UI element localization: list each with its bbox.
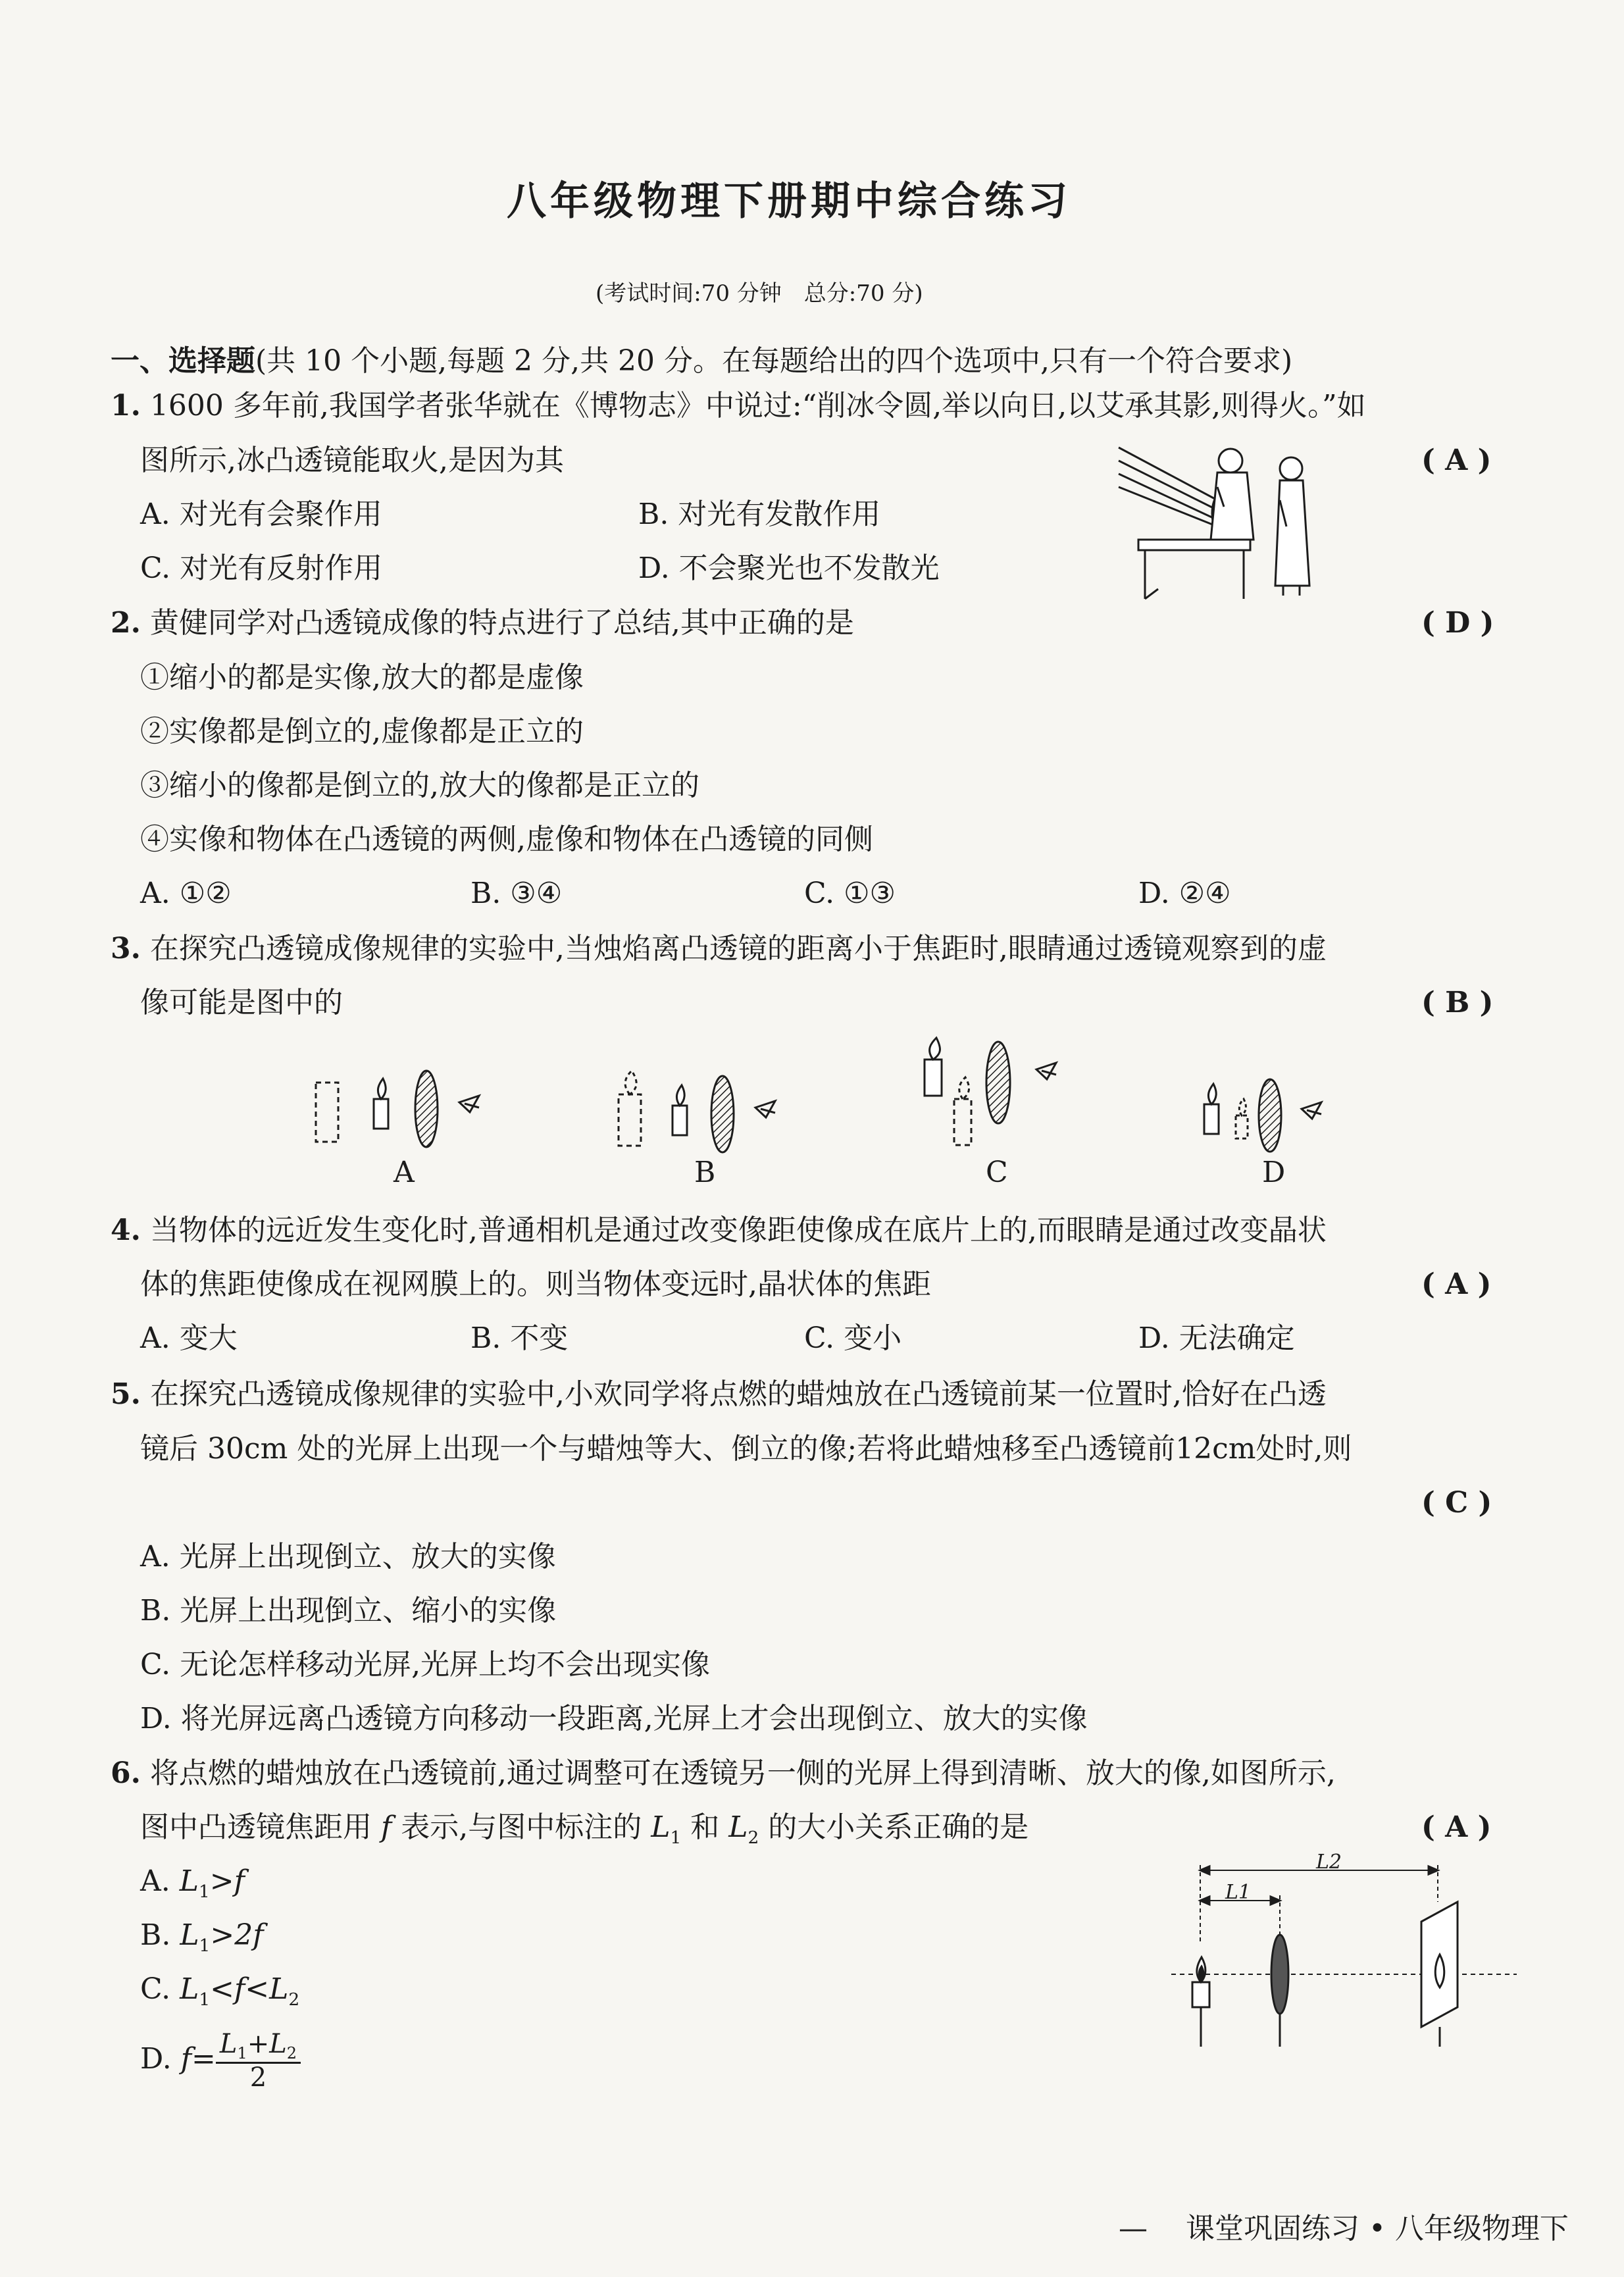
question-text: 黄健同学对凸透镜成像的特点进行了总结,其中正确的是 xyxy=(149,606,854,640)
operator: + xyxy=(247,2029,270,2059)
answer-q1: ( A ) xyxy=(1421,444,1492,477)
answer-q2: ( D ) xyxy=(1421,606,1494,640)
fraction xyxy=(216,2030,301,2091)
question-4-line-1 xyxy=(111,1216,1327,1245)
figure-label-a: A xyxy=(393,1156,415,1189)
option-d: D. 不会聚光也不发散光 xyxy=(638,551,940,585)
figure-label-b: B xyxy=(694,1156,716,1189)
footer-text: 课堂巩固练习 • 八年级物理下 xyxy=(1186,2212,1569,2245)
answer-q6: ( A ) xyxy=(1421,1810,1492,1844)
figure-label-L1: L1 xyxy=(1225,1881,1252,1904)
option-b: B. 光屏上出现倒立、缩小的实像 xyxy=(140,1594,557,1627)
figure-c xyxy=(918,1043,1102,1155)
question-1-line-1 xyxy=(111,389,1366,422)
operator: < xyxy=(245,1972,270,2006)
answer-q4: ( A ) xyxy=(1421,1267,1492,1301)
figure-label-L2: L2 xyxy=(1316,1851,1342,1874)
figure-b xyxy=(612,1069,796,1155)
figure-d xyxy=(1196,1079,1381,1158)
question-6-line-2 xyxy=(140,1810,1029,1848)
subscript: 2 xyxy=(288,1989,300,2010)
statement-4: ④实像和物体在凸透镜的两侧,虚像和物体在凸透镜的同侧 xyxy=(140,823,873,856)
subscript: 1 xyxy=(237,2044,247,2062)
operator: < xyxy=(210,1972,234,2006)
subscript: 1 xyxy=(199,1989,211,2010)
question-text: 在探究凸透镜成像规律的实验中,小欢同学将点燃的蜡烛放在凸透镜前某一位置时,恰好在凸透 xyxy=(149,1377,1327,1411)
option-c: C. 无论怎样移动光屏,光屏上均不会出现实像 xyxy=(140,1648,711,1681)
symbol-2f: 2f xyxy=(234,1918,264,1952)
symbol-L: L xyxy=(728,1810,748,1844)
option-a: A. 变大 xyxy=(140,1321,238,1355)
question-number: 2. xyxy=(111,606,141,640)
option-d: D. ②④ xyxy=(1138,877,1231,910)
option-c: C. 对光有反射作用 xyxy=(140,551,383,585)
subscript: 1 xyxy=(199,1935,211,1956)
footer-dash: — xyxy=(1119,2212,1148,2245)
option-letter: D. xyxy=(140,2042,172,2076)
symbol-f: f xyxy=(180,2042,191,2076)
option-d: D. 将光屏远离凸透镜方向移动一段距离,光屏上才会出现倒立、放大的实像 xyxy=(140,1702,1088,1735)
subscript: 2 xyxy=(286,2044,297,2062)
question-3-line-2: 像可能是图中的 xyxy=(140,986,343,1019)
option-d xyxy=(140,2030,301,2091)
option-c xyxy=(140,1972,300,2010)
option-a: A. ①② xyxy=(140,877,232,910)
answer-q3: ( B ) xyxy=(1421,986,1494,1019)
numerator xyxy=(216,2030,301,2064)
question-text: 1600 多年前,我国学者张华就在《博物志》中说过:“削冰令圆,举以向日,以艾承其影,则得火。”如 xyxy=(149,389,1366,422)
question-text: 在探究凸透镜成像规律的实验中,当烛焰离凸透镜的距离小于焦距时,眼睛通过透镜观察到的虚 xyxy=(149,932,1327,965)
option-b xyxy=(140,1918,264,1956)
symbol-L: L xyxy=(219,2029,238,2059)
symbol-L: L xyxy=(269,1972,289,2006)
section-note: (共 10 个小题,每题 2 分,共 20 分。在每题给出的四个选项中,只有一个符合要求) xyxy=(255,344,1293,378)
ice-lens-figure xyxy=(1119,434,1329,605)
symbol-L: L xyxy=(179,1864,199,1898)
statement-1: ①缩小的都是实像,放大的都是虚像 xyxy=(140,661,584,694)
question-3-line-1 xyxy=(111,934,1327,963)
figure-label-c: C xyxy=(986,1156,1008,1189)
symbol-f: f xyxy=(234,1972,245,2006)
denominator: 2 xyxy=(249,2062,267,2093)
question-number: 5. xyxy=(111,1377,141,1411)
operator: > xyxy=(209,1864,234,1898)
option-b: B. 不变 xyxy=(470,1321,569,1355)
answer-q5: ( C ) xyxy=(1421,1486,1492,1520)
text-fragment: 的大小关系正确的是 xyxy=(759,1810,1029,1844)
option-b: B. 对光有发散作用 xyxy=(638,498,881,531)
symbol-f: f xyxy=(381,1810,392,1844)
question-text: 当物体的远近发生变化时,普通相机是通过改变像距使像成在底片上的,而眼睛是通过改变晶状 xyxy=(149,1214,1327,1247)
figure-a xyxy=(309,1069,494,1155)
operator: = xyxy=(191,2042,216,2076)
symbol-L: L xyxy=(651,1810,671,1844)
text-fragment: 表示,与图中标注的 xyxy=(392,1810,651,1844)
option-a: A. 光屏上出现倒立、放大的实像 xyxy=(140,1540,556,1573)
question-number: 3. xyxy=(111,932,141,965)
option-letter: A. xyxy=(140,1864,170,1898)
page-title: 八年级物理下册期中综合练习 xyxy=(507,178,1071,224)
option-letter: B. xyxy=(140,1918,171,1952)
question-5-line-2: 镜后 30cm 处的光屏上出现一个与蜡烛等大、倒立的像;若将此蜡烛移至凸透镜前12cm处时,则 xyxy=(140,1432,1352,1466)
subscript: 2 xyxy=(748,1827,759,1848)
question-number: 4. xyxy=(111,1214,141,1247)
option-c: C. ①③ xyxy=(804,877,896,910)
text-fragment: 图中凸透镜焦距用 xyxy=(140,1810,381,1844)
subscript: 1 xyxy=(670,1827,682,1848)
symbol-L: L xyxy=(180,1918,199,1952)
operator: > xyxy=(210,1918,235,1952)
question-number: 6. xyxy=(111,1756,141,1790)
option-a xyxy=(140,1864,245,1902)
exam-info: (考试时间:70 分钟 总分:70 分) xyxy=(596,280,923,307)
option-c: C. 变小 xyxy=(804,1321,902,1355)
statement-3: ③缩小的像都是倒立的,放大的像都是正立的 xyxy=(140,769,699,802)
question-4-line-2: 体的焦距使像成在视网膜上的。则当物体变远时,晶状体的焦距 xyxy=(140,1267,931,1301)
symbol-L: L xyxy=(180,1972,199,2006)
option-letter: C. xyxy=(140,1972,171,2006)
question-2-line-1 xyxy=(111,606,854,640)
symbol-L: L xyxy=(269,2029,287,2059)
question-5-line-1 xyxy=(111,1377,1327,1411)
text-fragment: 和 xyxy=(681,1810,729,1844)
figure-label-d: D xyxy=(1262,1156,1286,1189)
question-text: 将点燃的蜡烛放在凸透镜前,通过调整可在透镜另一侧的光屏上得到清晰、放大的像,如图所示, xyxy=(149,1756,1336,1790)
question-6-line-1 xyxy=(111,1756,1336,1790)
option-b: B. ③④ xyxy=(470,877,563,910)
statement-2: ②实像都是倒立的,虚像都是正立的 xyxy=(140,715,584,748)
question-1-line-2: 图所示,冰凸透镜能取火,是因为其 xyxy=(140,444,564,477)
option-a: A. 对光有会聚作用 xyxy=(140,498,382,531)
section-header xyxy=(111,337,1292,379)
option-d: D. 无法确定 xyxy=(1138,1321,1295,1355)
section-label: 一、选择题 xyxy=(111,344,255,378)
question-number: 1. xyxy=(111,389,141,422)
symbol-f: f xyxy=(234,1864,245,1898)
subscript: 1 xyxy=(198,1881,210,1902)
